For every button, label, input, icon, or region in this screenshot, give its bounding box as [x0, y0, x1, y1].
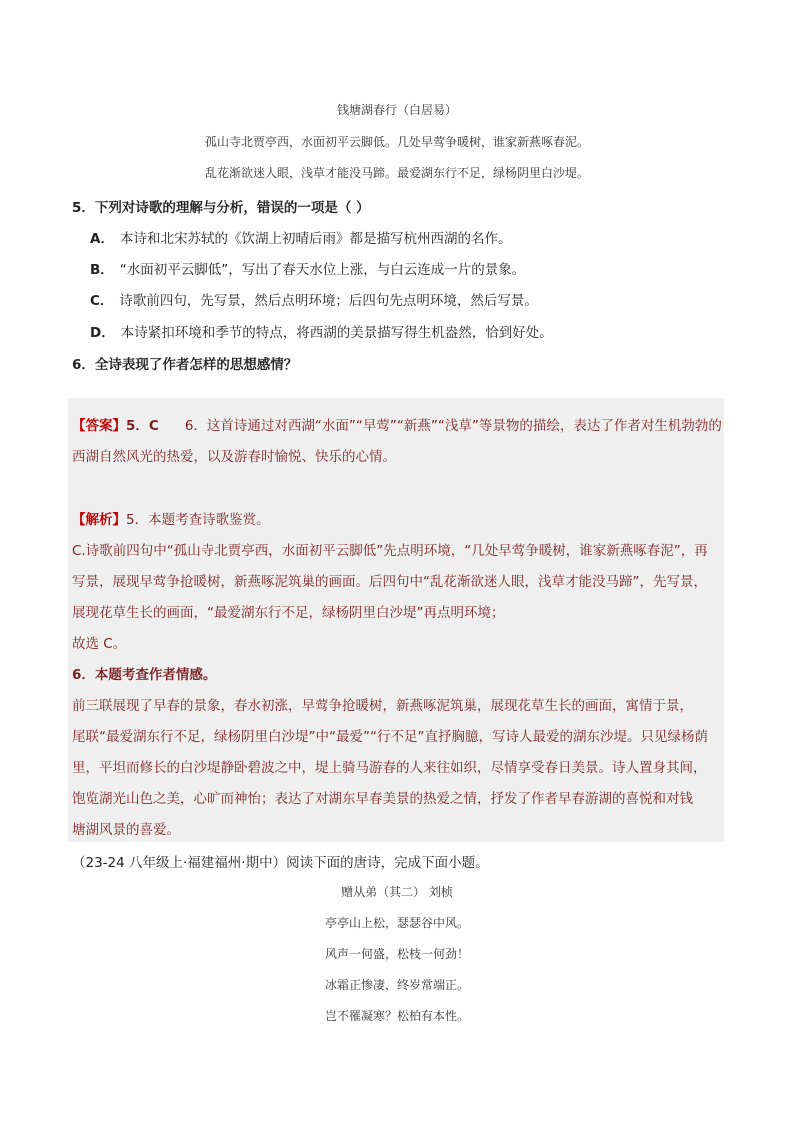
poem-line: 风声一何盛，松枝一何劲！ [324, 947, 469, 961]
analysis-line: 前三联展现了早春的景象，春水初涨，早莺争抢暖树，新燕啄泥筑巢，展现花草生长的画面，寓情于景， [72, 698, 693, 714]
poem-title: 赠从弟（其二） 刘桢 [341, 885, 453, 899]
analysis-line: C.诗歌前四句中“孤山寺北贾亭西，水面初平云脚低”先点明环境，“几处早莺争暖树，谁家新燕啄春泥”，再 [72, 543, 708, 559]
option-b [90, 258, 525, 278]
analysis-head [72, 508, 270, 528]
analysis-line: 饱览湖光山色之美，心旷而神怡；表达了对湖东早春美景的热爱之情，抒发了作者早春游湖的喜悦和对钱 [72, 791, 693, 807]
answer-5: 5．C [126, 418, 159, 434]
option-letter: D． [90, 325, 115, 341]
question-6-stem: 6．全诗表现了作者怎样的思想感情？ [72, 357, 298, 373]
answer-6-text: 6．这首诗通过对西湖“水面”“早莺”“新燕”“浅草”等景物的描绘，表达了作者对生机勃勃的 [184, 418, 722, 434]
option-text: 本诗紧扣环境和季节的特点，将西湖的美景描写得生机盎然，恰到好处。 [120, 325, 553, 341]
analysis-line: 展现花草生长的画面，“最爱湖东行不足，绿杨阴里白沙堤”再点明环境； [72, 605, 505, 621]
option-a [90, 227, 511, 247]
option-letter: C． [90, 293, 114, 309]
analysis-line: 尾联“最爱湖东行不足，绿杨阴里白沙堤”中“最爱”“行不足”直抒胸臆，写诗人最爱的湖东沙堤。只见绿杨荫 [72, 729, 708, 745]
option-text: 本诗和北宋苏轼的《饮湖上初晴后雨》都是描写杭州西湖的名作。 [119, 231, 512, 247]
poem-line: 冰霜正惨凄，终岁常端正。 [324, 978, 469, 992]
analysis-6-title: 6．本题考查作者情感。 [72, 667, 217, 683]
answer-tag: 【答案】 [72, 418, 126, 434]
section-source: （23-24 八年级上·福建福州·期中）阅读下面的唐诗，完成下面小题。 [72, 855, 489, 871]
option-letter: A． [90, 231, 114, 247]
option-text: “水面初平云脚低”，写出了春天水位上涨，与白云连成一片的景象。 [119, 262, 526, 278]
poem-line: 亭亭山上松，瑟瑟谷中风。 [324, 916, 469, 930]
answer-line-1 [72, 414, 722, 434]
option-d [90, 321, 553, 341]
option-text: 诗歌前四句，先写景，然后点明环境；后四句先点明环境，然后写景。 [119, 293, 538, 309]
analysis-tag: 【解析】 [72, 512, 126, 528]
question-5-stem: 5．下列对诗歌的理解与分析，错误的一项是（ ） [72, 200, 370, 216]
poem-line: 岂不罹凝寒？松柏有本性。 [324, 1009, 469, 1023]
analysis-line: 写景，展现早莺争抢暖树，新燕啄泥筑巢的画面。后四句中“乱花渐欲迷人眼，浅草才能没马蹄”，先写景， [72, 574, 707, 590]
poem-line: 乱花渐欲迷人眼，浅草才能没马蹄。最爱湖东行不足，绿杨阴里白沙堤。 [204, 166, 589, 180]
poem-title: 钱塘湖春行（白居易） [336, 103, 457, 117]
option-letter: B． [90, 262, 114, 278]
option-c [90, 289, 538, 309]
analysis-line: 故选 C。 [72, 636, 127, 652]
analysis-line: 塘湖风景的喜爱。 [72, 822, 180, 838]
answer-line-2: 西湖自然风光的热爱，以及游春时愉悦、快乐的心情。 [72, 449, 396, 465]
analysis-5-title: 5．本题考查诗歌鉴赏。 [126, 512, 270, 528]
analysis-line: 里，平坦而修长的白沙堤静卧碧波之中，堤上骑马游春的人来往如织，尽情享受春日美景。诗人置身其间， [72, 760, 707, 776]
poem-line: 孤山寺北贾亭西，水面初平云脚低。几处早莺争暖树，谁家新燕啄春泥。 [204, 135, 589, 149]
